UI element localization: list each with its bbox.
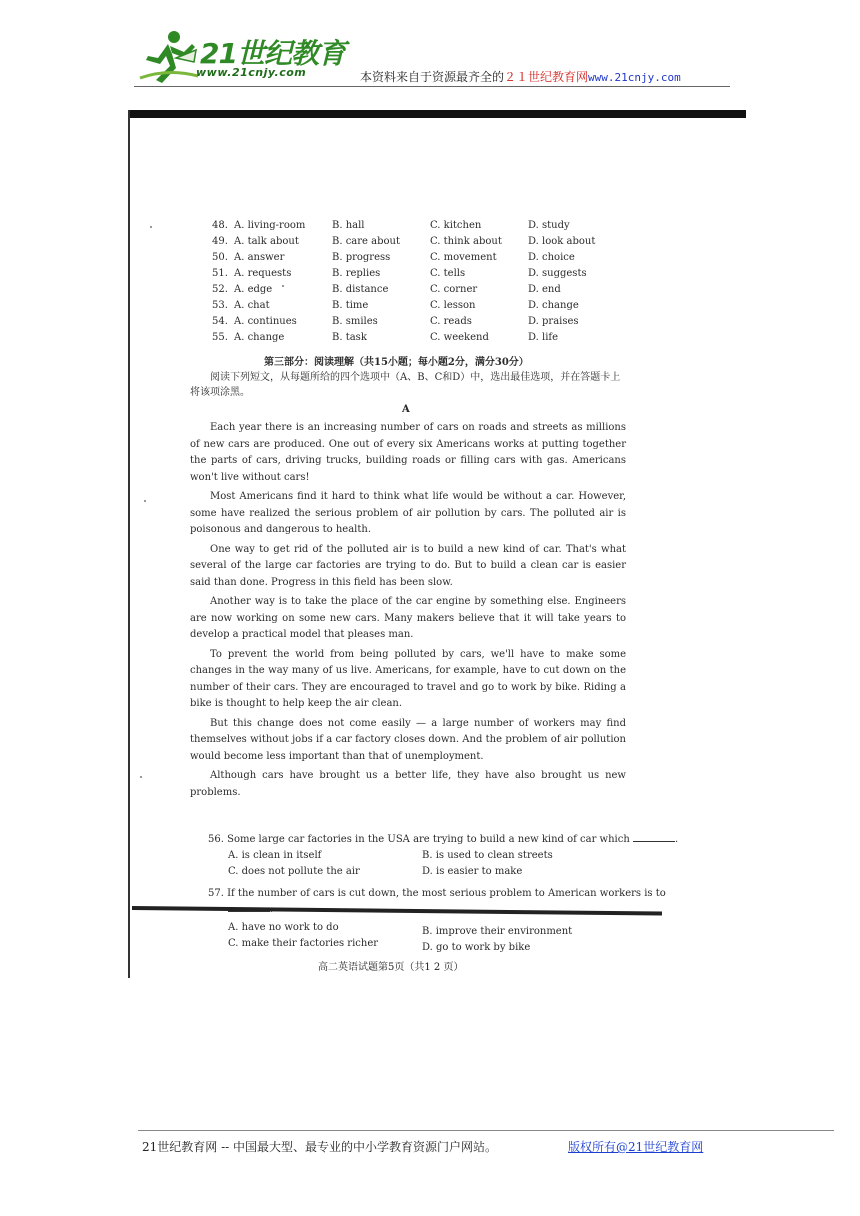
passage-paragraph: To prevent the world from being polluted by cars, we'll have to make some changes in the way many of us live. Americans, for example, have to cut down on the number of their cars. They are encouraged to travel and go to work by bike. Riding a bike is thought to help keep the air clean. [190, 648, 626, 709]
option-d: D. suggests [528, 268, 587, 279]
option-c: C. lesson [430, 300, 476, 311]
question-text: Some large car factories in the USA are trying to build a new kind of car which [227, 834, 630, 845]
option-d: D. look about [528, 236, 596, 247]
passage-paragraph: Most Americans find it hard to think what life would be without a car. However, some have realized the serious problem of air pollution by cars. The polluted air is poisonous and dangerous to health. [190, 491, 626, 535]
header-note [360, 68, 681, 85]
header-note-url[interactable]: www.21cnjy.com [588, 71, 681, 84]
scan-speck [140, 776, 142, 778]
logo-url: www.21cnjy.com [196, 66, 307, 79]
option-c: C. kitchen [430, 220, 482, 231]
option-c: C. reads [430, 316, 472, 327]
option-c: C. weekend [430, 332, 489, 343]
footer-text: 21世纪教育网 -- 中国最大型、最专业的中小学教育资源门户网站。 [142, 1140, 498, 1154]
option-b: B. task [332, 332, 367, 343]
option-d: D. change [528, 300, 579, 311]
logo-title: 21世纪教育 [200, 37, 345, 70]
runner-logo-icon [138, 28, 200, 86]
option-a: A. edge [234, 284, 273, 295]
site-logo[interactable] [138, 28, 345, 88]
option-row [190, 284, 630, 300]
option-b: B. time [332, 300, 369, 311]
option-number: 52. [212, 284, 228, 295]
option-number: 48. [212, 220, 228, 231]
question-text: If the number of cars is cut down, the most serious problem to American workers is to [227, 888, 666, 899]
question-option: B. improve their environment [422, 926, 573, 937]
question-option: C. does not pollute the air [228, 866, 360, 877]
option-a: A. chat [234, 300, 270, 311]
option-row [190, 332, 630, 348]
question-stem [208, 888, 666, 899]
page-number-footer: 高二英语试题第5页（共1 2 页） [318, 962, 464, 973]
option-a: A. change [234, 332, 285, 343]
option-c: C. tells [430, 268, 466, 279]
footer-divider [138, 1130, 834, 1131]
option-d: D. end [528, 284, 561, 295]
option-b: B. smiles [332, 316, 378, 327]
question-option: B. is used to clean streets [422, 850, 553, 861]
option-d: D. praises [528, 316, 579, 327]
option-row [190, 220, 630, 236]
header-note-prefix: 本资料来自于资源最齐全的 [360, 70, 505, 84]
copyright-link[interactable]: 版权所有@21世纪教育网 [568, 1140, 704, 1154]
passage-paragraph: But this change does not come easily — a large number of workers may find themselves without jobs if a car factory closes down. And the problem of air pollution would become less important than that of unemployment. [190, 717, 626, 762]
answer-blank-line: . [228, 902, 273, 915]
option-c: C. movement [430, 252, 497, 263]
option-c: C. corner [430, 284, 478, 295]
option-number: 53. [212, 300, 228, 311]
header-divider [134, 86, 730, 87]
scan-speck [150, 226, 152, 228]
option-a: A. requests [234, 268, 292, 279]
option-a: A. talk about [234, 236, 299, 247]
scan-left-border [128, 110, 130, 978]
option-c: C. think about [430, 236, 502, 247]
question-option: D. is easier to make [422, 866, 523, 877]
section-instructions: 阅读下列短文，从每题所给的四个选项中（A、B、C和D）中，选出最佳选项，并在答题卡上将该项涂黑。 [190, 372, 621, 398]
option-row [190, 316, 630, 332]
header-note-site-name: ２１世纪教育网 [504, 70, 589, 84]
question-stem: 56. Some large car factories in the USA are trying to build a new kind of car which . [208, 834, 679, 845]
scan-top-border [130, 110, 746, 118]
scan-bottom-border [132, 906, 662, 916]
option-b: B. care about [332, 236, 400, 247]
option-b: B. distance [332, 284, 389, 295]
option-d: D. study [528, 220, 570, 231]
option-number: 49. [212, 236, 228, 247]
option-b: B. hall [332, 220, 365, 231]
answer-blank [633, 832, 675, 842]
section-title: 第三部分：阅读理解（共15小题；每小题2分，满分30分） [264, 357, 529, 368]
option-number: 51. [212, 268, 228, 279]
question-number: 56. [208, 834, 224, 845]
option-d: D. choice [528, 252, 575, 263]
passage-paragraph: One way to get rid of the polluted air is to build a new kind of car. That's what several of the large car factories are trying to do. But to build a clean car is easier said than done. Progress in this field has been slow. [190, 543, 626, 588]
passage-paragraph: Each year there is an increasing number of cars on roads and streets as millions of new cars are produced. One out of every six Americans works at putting together the parts of cars, driving trucks, building roads or filling cars with gas. Americans won't live without cars! [190, 422, 626, 483]
option-number: 55. [212, 332, 228, 343]
option-a: A. answer [234, 252, 285, 263]
option-number: 50. [212, 252, 228, 263]
passage-label: A [402, 404, 410, 415]
question-number: 57. [208, 888, 224, 899]
passage-paragraph: Another way is to take the place of the car engine by something else. Engineers are now working on some new cars. Many makers believe that it will take years to develop a practical model that pleases man. [190, 596, 626, 640]
option-b: B. progress [332, 252, 391, 263]
option-a: A. living-room [234, 220, 306, 231]
reading-passage [190, 420, 626, 804]
option-b: B. replies [332, 268, 381, 279]
option-row [190, 300, 630, 316]
option-row [190, 236, 630, 252]
scanned-page [128, 110, 746, 980]
scan-speck [144, 500, 146, 502]
passage-paragraph: Although cars have brought us a better life, they have also brought us new problems. [190, 770, 626, 798]
option-a: A. continues [234, 316, 297, 327]
question-option: A. have no work to do [228, 922, 339, 933]
option-number: 54. [212, 316, 228, 327]
question-option: D. go to work by bike [422, 942, 531, 953]
option-d: D. life [528, 332, 559, 343]
question-option: C. make their factories richer [228, 938, 379, 949]
question-option: A. is clean in itself [228, 850, 322, 861]
option-row [190, 252, 630, 268]
option-row [190, 268, 630, 284]
